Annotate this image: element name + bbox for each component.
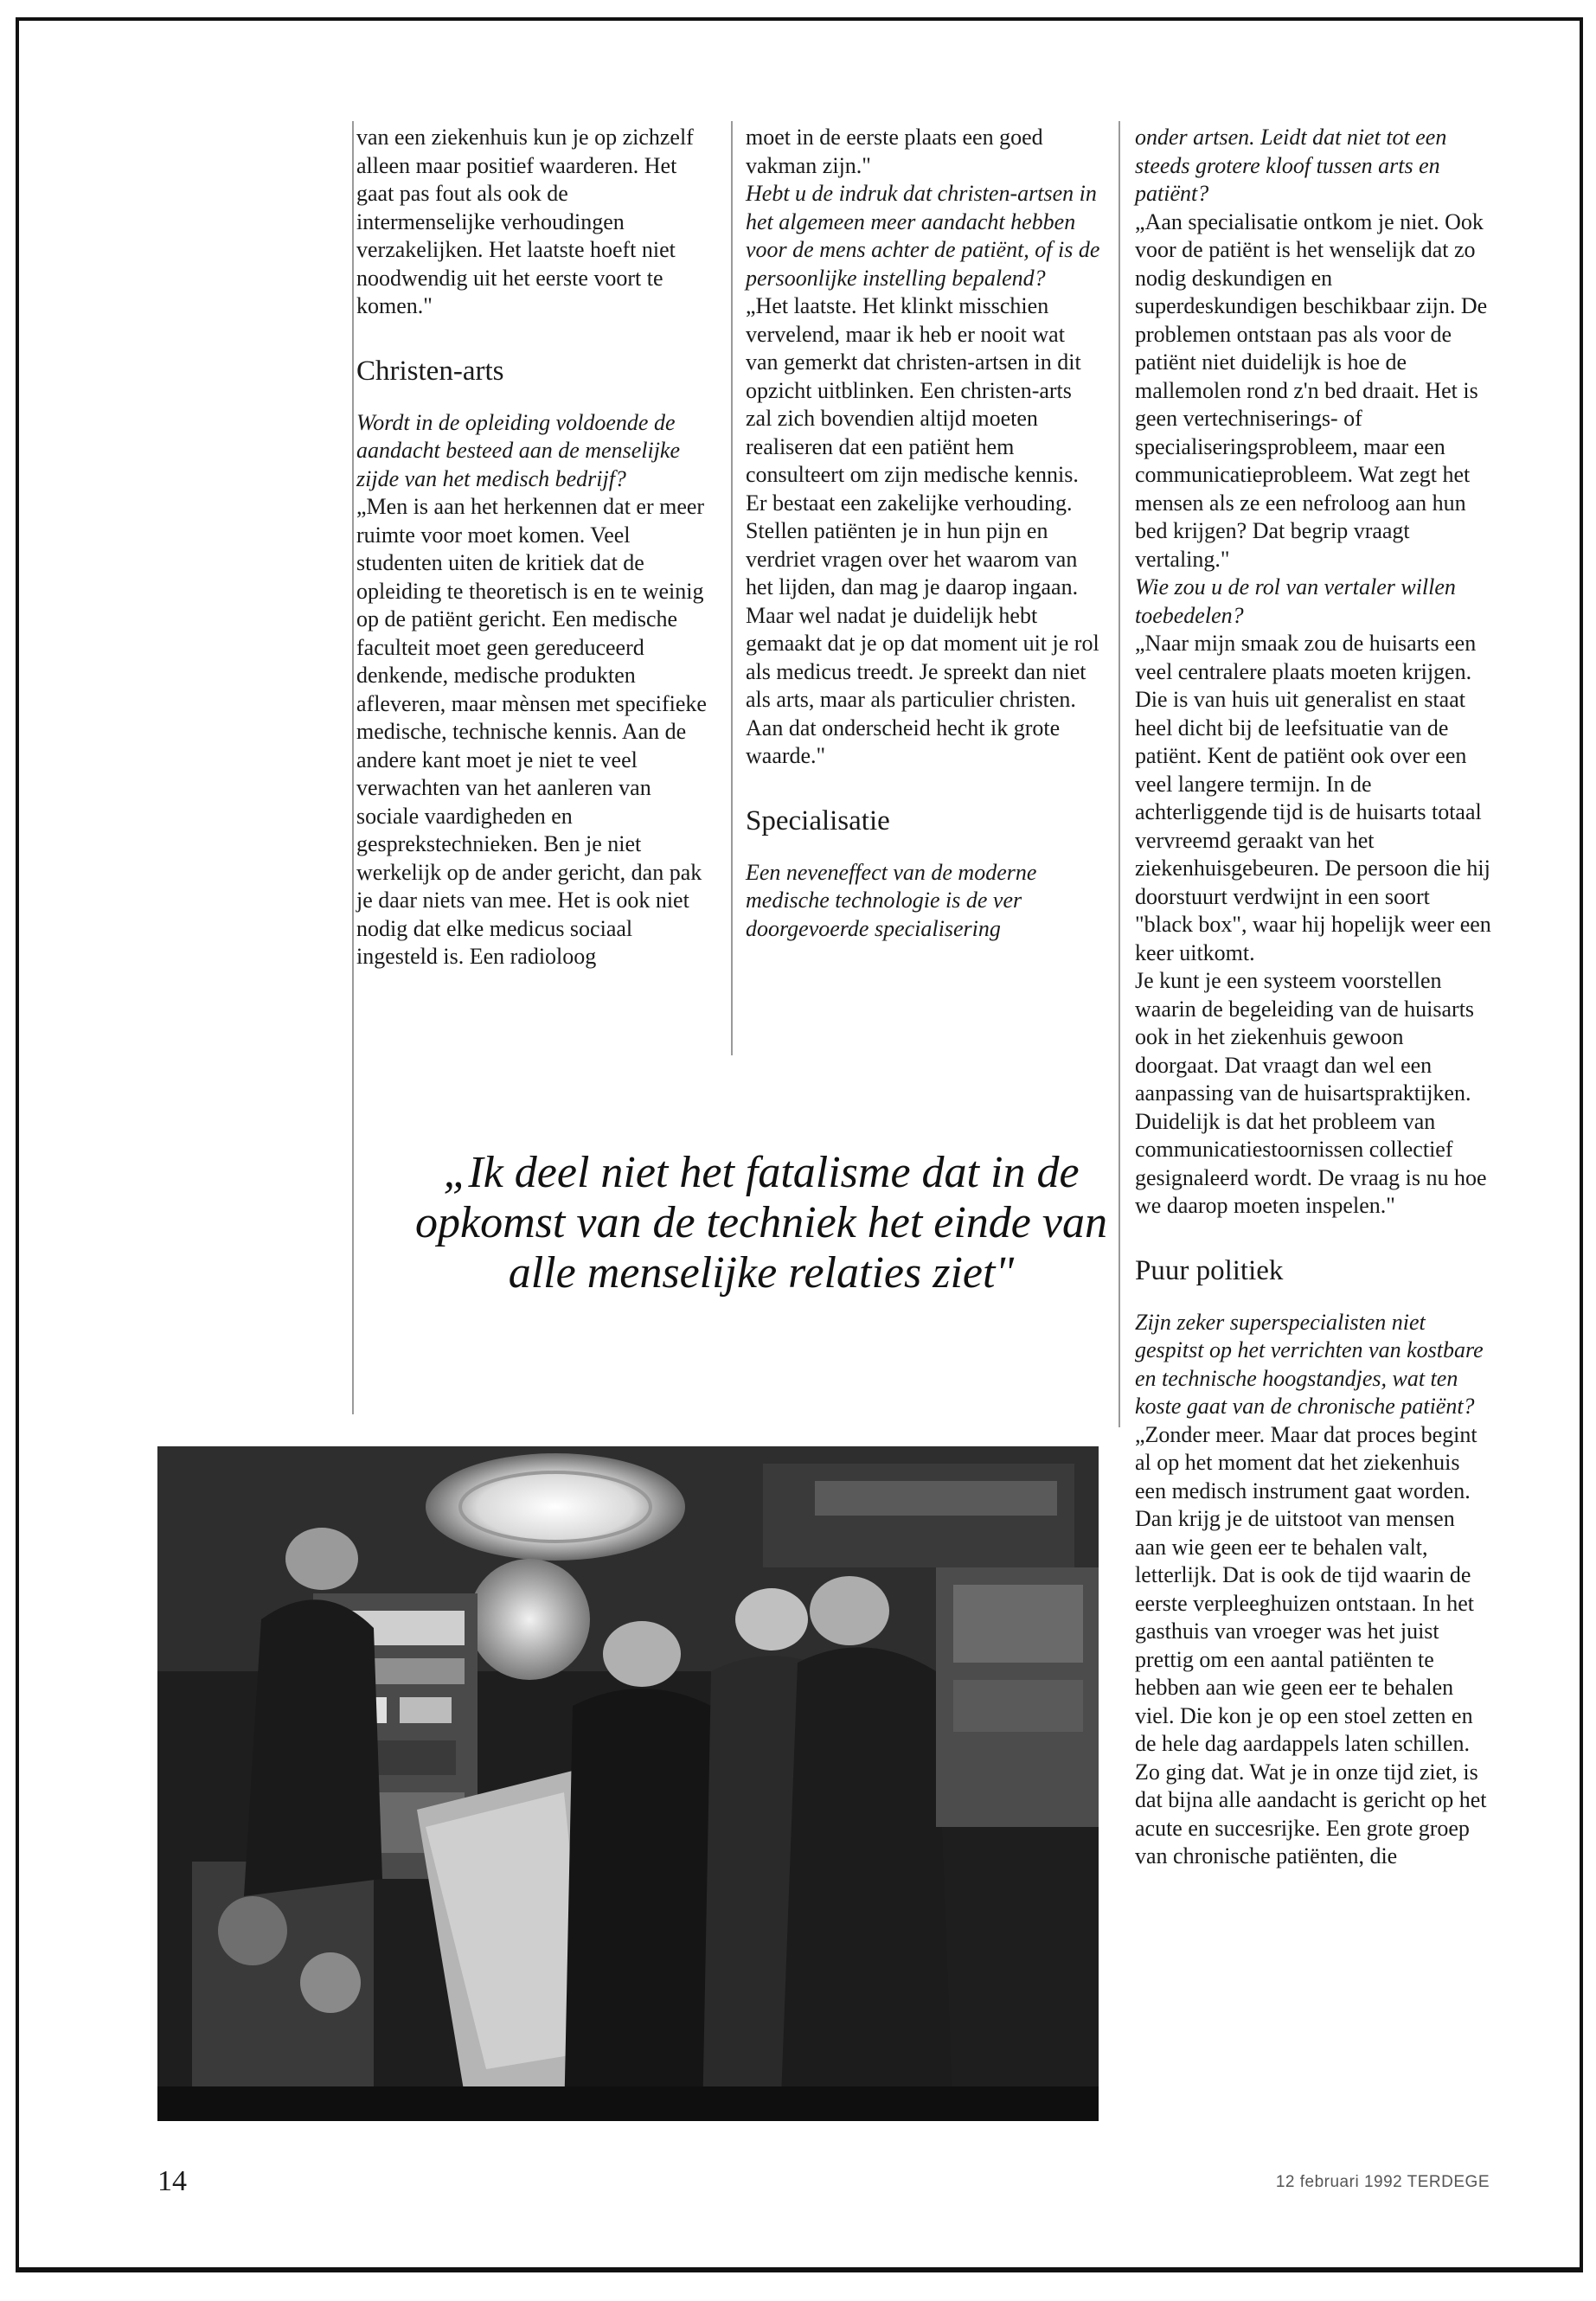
column-rule-left [352,121,354,1414]
page-border-left [16,17,19,2271]
interview-answer: Je kunt je een systeem voorstellen waarin de begeleiding van de huisarts ook in het ziekenhuis gewoon doorgaat. Dat vraagt dan wel een aanpassing van de huisartspraktijken. Duidelijk is dat het probleem van communicatiestoornissen collectief gesignaleerd wordt. De vraag is nu hoe we daarop moeten inspelen." [1135,968,1487,1218]
column-1 [356,124,711,971]
page-border-bottom [16,2267,1583,2272]
page-border-right [1580,17,1583,2271]
interview-question-continued: onder artsen. Leidt dat niet tot een steeds grotere kloof tussen arts en patiënt? [1135,125,1447,206]
interview-answer: „Naar mijn smaak zou de huisarts een veel centralere plaats moeten krijgen. Die is van huis uit generalist en staat heel dicht bij de leefsituatie van de patiënt. Kent de patiënt ook over een veel langere termijn. In de achterliggende tijd is de huisarts totaal vervreemd geraakt van het ziekenhuisgebeuren. De persoon die hij doorstuurt verdwijnt in een soort "black box", waar hij hopelijk weer een keer uitkomt. [1135,631,1491,965]
operating-room-photo [157,1446,1099,2121]
footer-date: 12 februari 1992 TERDEGE [1275,2173,1490,2191]
column-2 [746,124,1102,943]
column-3 [1135,124,1491,1871]
interview-question: Wordt in de opleiding voldoende de aandacht besteed aan de menselijke zijde van het medisch bedrijf? [356,409,680,491]
col2-opening: moet in de eerste plaats een goed vakman zijn." [746,125,1043,178]
column-rule-mid [731,121,733,1055]
interview-question: Wie zou u de rol van vertaler willen toebedelen? [1135,574,1456,628]
section-heading-christen-arts: Christen-arts [356,355,504,387]
interview-answer: „Het laatste. Het klinkt misschien vervelend, maar ik heb er nooit wat van gemerkt dat christen-artsen in dit opzicht uitblinken. Een christen-arts zal zich bovendien altijd moeten realiseren dat een patiënt hem consulteert om zijn medische kennis. Er bestaat een zakelijke verhouding. Stellen patiënten je in hun pijn en verdriet vragen over het waarom van het lijden, dan mag je daarop ingaan. Maar wel nadat je duidelijk hebt gemaakt dat je op dat moment uit je rol als medicus treedt. Je spreekt dan niet als arts, maar als particulier christen. Aan dat onderscheid hecht ik grote waarde." [746,293,1099,768]
page-border-top [16,17,1583,21]
interview-question: Hebt u de indruk dat christen-artsen in het algemeen meer aandacht hebben voor de mens achter de patiënt, of is de persoonlijke instelling bepalend? [746,181,1100,291]
interview-answer: „Zonder meer. Maar dat proces begint al op het moment dat het ziekenhuis een medisch instrument gaat worden. Dan krijg je de uitstoot van mensen aan wie geen eer te behalen valt, letterlijk. Dat is ook de tijd waarin de eerste verpleeghuizen ontstaan. In het gasthuis van vroeger was het juist prettig om een aantal patiënten te hebben aan wie geen eer te behalen viel. Die kon je op een stoel zetten en de hele dag aardappels laten schillen. Zo ging dat. Wat je in onze tijd ziet, is dat bijna alle aandacht is gericht op het acute en succesrijke. Een grote groep van chronische patiënten, die [1135,1421,1487,1868]
section-heading-puur-politiek: Puur politiek [1135,1254,1284,1286]
section-heading-specialisatie: Specialisatie [746,804,890,836]
page-number: 14 [157,2165,187,2197]
interview-question: Zijn zeker superspecialisten niet gespitst op het verrichten van kostbare en technische hoogstandjes, wat ten koste gaat van de chronische patiënt? [1135,1309,1484,1419]
pull-quote: „Ik deel niet het fatalisme dat in de opkomst van de techniek het einde van alle menselijke relaties ziet" [415,1148,1107,1298]
interview-question: Een neveneffect van de moderne medische technologie is de ver doorgevoerde specialisering [746,859,1037,941]
col1-paragraph: van een ziekenhuis kun je op zichzelf alleen maar positief waarderen. Het gaat pas fout als ook de intermenselijke verhoudingen verzakelijken. Het laatste hoeft niet noodwendig uit het eerste voort te komen." [356,125,694,318]
interview-answer: „Men is aan het herkennen dat er meer ruimte voor moet komen. Veel studenten uiten de kritiek dat de opleiding te theoretisch is en te weinig op de patiënt gericht. Een medische faculteit moet geen gereduceerd denkende, medische produkten afleveren, maar mènsen met specifieke medische, technische kennis. Aan de andere kant moet je niet te veel verwachten van het aanleren van sociale vaardigheden en gesprekstechnieken. Ben je niet werkelijk op de ander gericht, dan pak je daar niets van mee. Het is ook niet nodig dat elke medicus sociaal ingesteld is. Een radioloog [356,494,707,969]
interview-answer: „Aan specialisatie ontkom je niet. Ook voor de patiënt is het wenselijk dat zo nodig deskundigen en superdeskundigen beschikbaar zijn. De problemen ontstaan pas als voor de patiënt niet duidelijk is hoe de mallemolen rond z'n bed draait. Het is geen vertechniserings- of specialiseringsprobleem, maar een communicatieprobleem. Wat zegt het mensen als ze een nefroloog aan hun bed krijgen? Dat begrip vraagt vertaling." [1135,208,1488,572]
